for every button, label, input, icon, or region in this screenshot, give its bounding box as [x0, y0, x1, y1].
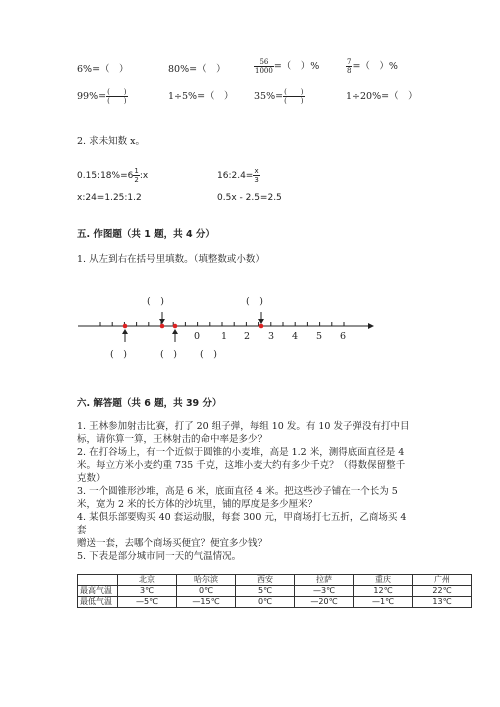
- bottom-blank-1: ( ): [110, 349, 127, 360]
- red-point: [259, 324, 264, 329]
- table-row-label: 最低气温: [78, 597, 118, 608]
- fraction: $\frac{( )}{( )}$: [107, 88, 127, 105]
- fill-1a: 6%=（ ）: [77, 64, 129, 75]
- table-cell: —20℃: [295, 597, 354, 608]
- table-header-cell: 重庆: [354, 575, 413, 586]
- table-header-cell: 北京: [118, 575, 177, 586]
- table-header-cell: 拉萨: [295, 575, 354, 586]
- table-cell: 3℃: [118, 586, 177, 597]
- question-1-line-2: 标，请你算一算，王林射击的命中率是多少？: [77, 434, 268, 445]
- table-header-cell: 西安: [236, 575, 295, 586]
- fraction: $\frac{7}{8}$: [347, 58, 352, 75]
- bottom-blank-3: ( ): [200, 349, 217, 360]
- table-cell: 22℃: [413, 586, 472, 597]
- fill-1b: 80%=（ ）: [168, 64, 226, 75]
- question-3-line-2: 米，宽为 2 米的长方体的沙坑里，铺的厚度是多少厘米？: [77, 499, 318, 510]
- question-2-line-1: 2. 在打谷场上，有一个近似于圆锥的小麦堆，高是 1.2 米，测得底面直径是 4: [77, 447, 405, 458]
- question-3-line-1: 3. 一个圆锥形沙堆，高是 6 米，底面直径 4 米。把这些沙子铺在一个长为 5: [77, 486, 398, 497]
- tick-label-3: 3: [268, 331, 275, 342]
- tick-label-5: 5: [316, 331, 323, 342]
- equation-4: 0.5x - 2.5=2.5: [217, 193, 282, 203]
- question-2-title: 2. 求未知数 x。: [77, 136, 145, 147]
- question-4-line-1: 4. 某俱乐部要购买 40 套运动服，每套 300 元，甲商场打七五折，乙商场买 4 套: [77, 512, 407, 536]
- table-cell: —5℃: [118, 597, 177, 608]
- tick-label-4: 4: [292, 331, 299, 342]
- equation-3: x:24=1.25:1.2: [77, 193, 142, 203]
- question-2-line-2: 米。每立方米小麦约重 735 千克，这堆小麦大约有多少千克？（得数保留整千: [77, 460, 406, 471]
- table-cell: —15℃: [177, 597, 236, 608]
- tick-label-0: 0: [194, 331, 201, 342]
- bottom-blank-2: ( ): [160, 349, 177, 360]
- table-row: [78, 586, 472, 597]
- table-header-cell: 广州: [413, 575, 472, 586]
- table-cell: 5℃: [236, 586, 295, 597]
- table-cell: —1℃: [354, 597, 413, 608]
- fraction: $\frac{56}{1000}$: [255, 58, 273, 75]
- red-point: [123, 324, 128, 329]
- table-cell: 0℃: [177, 586, 236, 597]
- table-cell: 13℃: [413, 597, 472, 608]
- table-corner-cell: [78, 575, 118, 586]
- tick-label-2: 2: [244, 331, 251, 342]
- fill-2d: 1÷20%=（ ）: [346, 91, 418, 102]
- table-cell: 12℃: [354, 586, 413, 597]
- answer-questions: [77, 420, 417, 563]
- section-6-title: 六. 解答题（共 6 题，共 39 分）: [77, 398, 222, 409]
- table-row-label: 最高气温: [78, 586, 118, 597]
- tick-label-1: 1: [221, 331, 228, 342]
- fill-1c: $\frac{56}{1000}$ =（ ）%: [255, 58, 320, 75]
- section-5-question-1: 1. 从左到右在括号里填数。（填整数或小数）: [77, 254, 265, 265]
- fraction: $\frac{1}{2}$: [134, 167, 139, 184]
- question-1-line-1: 1. 王林参加射击比赛，打了 20 组子弹，每组 10 发。有 10 发子弹没有打中目: [77, 421, 410, 432]
- table-header-row: [78, 575, 472, 586]
- equation-2: 16:2.4= $\frac{x}{3}$: [217, 167, 259, 184]
- question-2-line-3: 克数）: [77, 473, 106, 484]
- top-blank-1: ( ): [147, 296, 164, 307]
- question-5: 5. 下表是部分城市同一天的气温情况。: [77, 551, 242, 562]
- table-cell: 0℃: [236, 597, 295, 608]
- table-row: [78, 597, 472, 608]
- equation-1: 0.15:18%=6 $\frac{1}{2}$ :x: [77, 167, 149, 184]
- top-blank-2: ( ): [246, 296, 263, 307]
- section-5-title: 五. 作图题（共 1 题，共 4 分）: [77, 229, 215, 240]
- fraction: $\frac{( )}{( )}$: [284, 88, 304, 105]
- fill-2b: 1÷5%=（ ）: [168, 91, 234, 102]
- table-header-cell: 哈尔滨: [177, 575, 236, 586]
- fill-2c: 35%= $\frac{( )}{( )}$: [254, 88, 304, 105]
- fill-2a: 99%= $\frac{( )}{( )}$: [77, 88, 127, 105]
- fill-1d: $\frac{7}{8}$ =（ ）%: [347, 58, 398, 75]
- red-point: [160, 324, 165, 329]
- question-4-line-2: 赠送一套，去哪个商场买便宜？便宜多少钱？: [77, 538, 268, 549]
- tick-label-6: 6: [340, 331, 347, 342]
- temperature-table: [77, 574, 472, 608]
- table-cell: —3℃: [295, 586, 354, 597]
- fraction: $\frac{x}{3}$: [254, 167, 259, 184]
- red-point: [173, 324, 178, 329]
